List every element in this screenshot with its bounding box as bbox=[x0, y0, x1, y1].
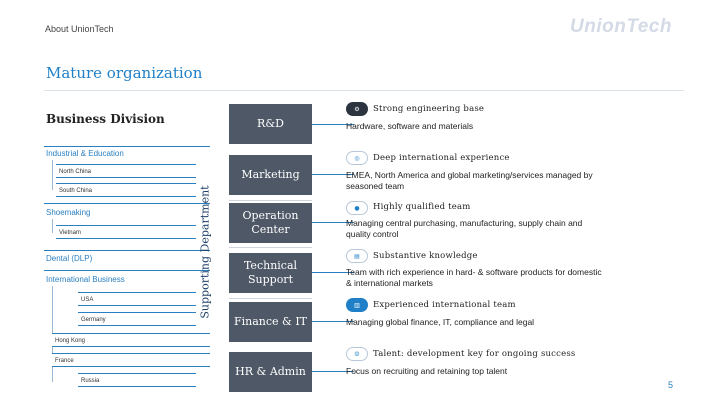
book-icon: ▤ bbox=[346, 249, 368, 263]
dept-rnd: R&D bbox=[229, 104, 312, 144]
sub-russia: Russia bbox=[78, 373, 196, 387]
page-number: 5 bbox=[668, 380, 674, 390]
chart-icon: ▥ bbox=[346, 298, 368, 312]
dept-technical-support: Technical Support bbox=[229, 253, 312, 293]
sub-north-china: North China bbox=[56, 164, 196, 178]
dept-finance-it: Finance & IT bbox=[229, 302, 312, 342]
heading-technical: Substantive knowledge bbox=[373, 251, 478, 261]
segment-rule bbox=[44, 203, 210, 204]
sub-germany: Germany bbox=[78, 312, 196, 326]
dept-operation-center: Operation Center bbox=[229, 203, 312, 243]
heading-rnd: Strong engineering base bbox=[373, 104, 485, 114]
sub-south-china: South China bbox=[56, 183, 196, 197]
desc-marketing: EMEA, North America and global marketing/services managed by seasoned team bbox=[346, 170, 593, 191]
dept-divider bbox=[229, 298, 312, 299]
segment-rule bbox=[44, 250, 210, 251]
segment-industrial-education: Industrial & Education bbox=[46, 149, 124, 158]
sub-hong-kong: Hong Kong bbox=[52, 333, 210, 347]
breadcrumb: About UnionTech bbox=[45, 24, 114, 34]
uniontech-logo: UnionTech bbox=[570, 16, 672, 37]
dept-marketing: Marketing bbox=[229, 155, 312, 195]
desc-operation: Managing central purchasing, manufacturing, supply chain and quality control bbox=[346, 218, 583, 239]
heading-operation: Highly qualified team bbox=[373, 202, 471, 212]
title-divider bbox=[44, 90, 684, 91]
heading-marketing: Deep international experience bbox=[373, 153, 510, 163]
team-icon: ● bbox=[346, 201, 368, 215]
sub-france: France bbox=[52, 353, 210, 367]
dept-divider bbox=[229, 247, 312, 248]
sub-vietnam: Vietnam bbox=[56, 225, 196, 239]
desc-finance: Managing global finance, IT, compliance and legal bbox=[346, 317, 535, 327]
segment-international-business: International Business bbox=[46, 275, 125, 284]
supporting-department-label bbox=[195, 172, 215, 332]
segment-dental: Dental (DLP) bbox=[46, 254, 93, 263]
business-division-rule bbox=[44, 146, 210, 147]
desc-technical: Team with rich experience in hard- & software products for domestic & international markets bbox=[346, 267, 602, 288]
person-icon: ☺ bbox=[346, 347, 368, 361]
segment-shoemaking: Shoemaking bbox=[46, 208, 91, 217]
supporting-department-text: Supporting Department bbox=[198, 185, 212, 319]
dept-hr-admin: HR & Admin bbox=[229, 352, 312, 392]
heading-finance: Experienced international team bbox=[373, 300, 516, 310]
globe-icon: ◎ bbox=[346, 151, 368, 165]
segment-rule bbox=[44, 270, 210, 271]
sub-usa: USA bbox=[78, 292, 196, 306]
tree-connector bbox=[52, 219, 53, 233]
page-title: Mature organization bbox=[46, 64, 203, 82]
desc-hr: Focus on recruiting and retaining top talent bbox=[346, 366, 508, 376]
tree-connector bbox=[52, 160, 53, 190]
desc-rnd: Hardware, software and materials bbox=[346, 121, 474, 131]
business-division-heading: Business Division bbox=[46, 112, 165, 126]
dept-divider bbox=[229, 200, 312, 201]
gear-icon: ⚙ bbox=[346, 102, 368, 116]
heading-hr: Talent: development key for ongoing success bbox=[373, 349, 576, 359]
